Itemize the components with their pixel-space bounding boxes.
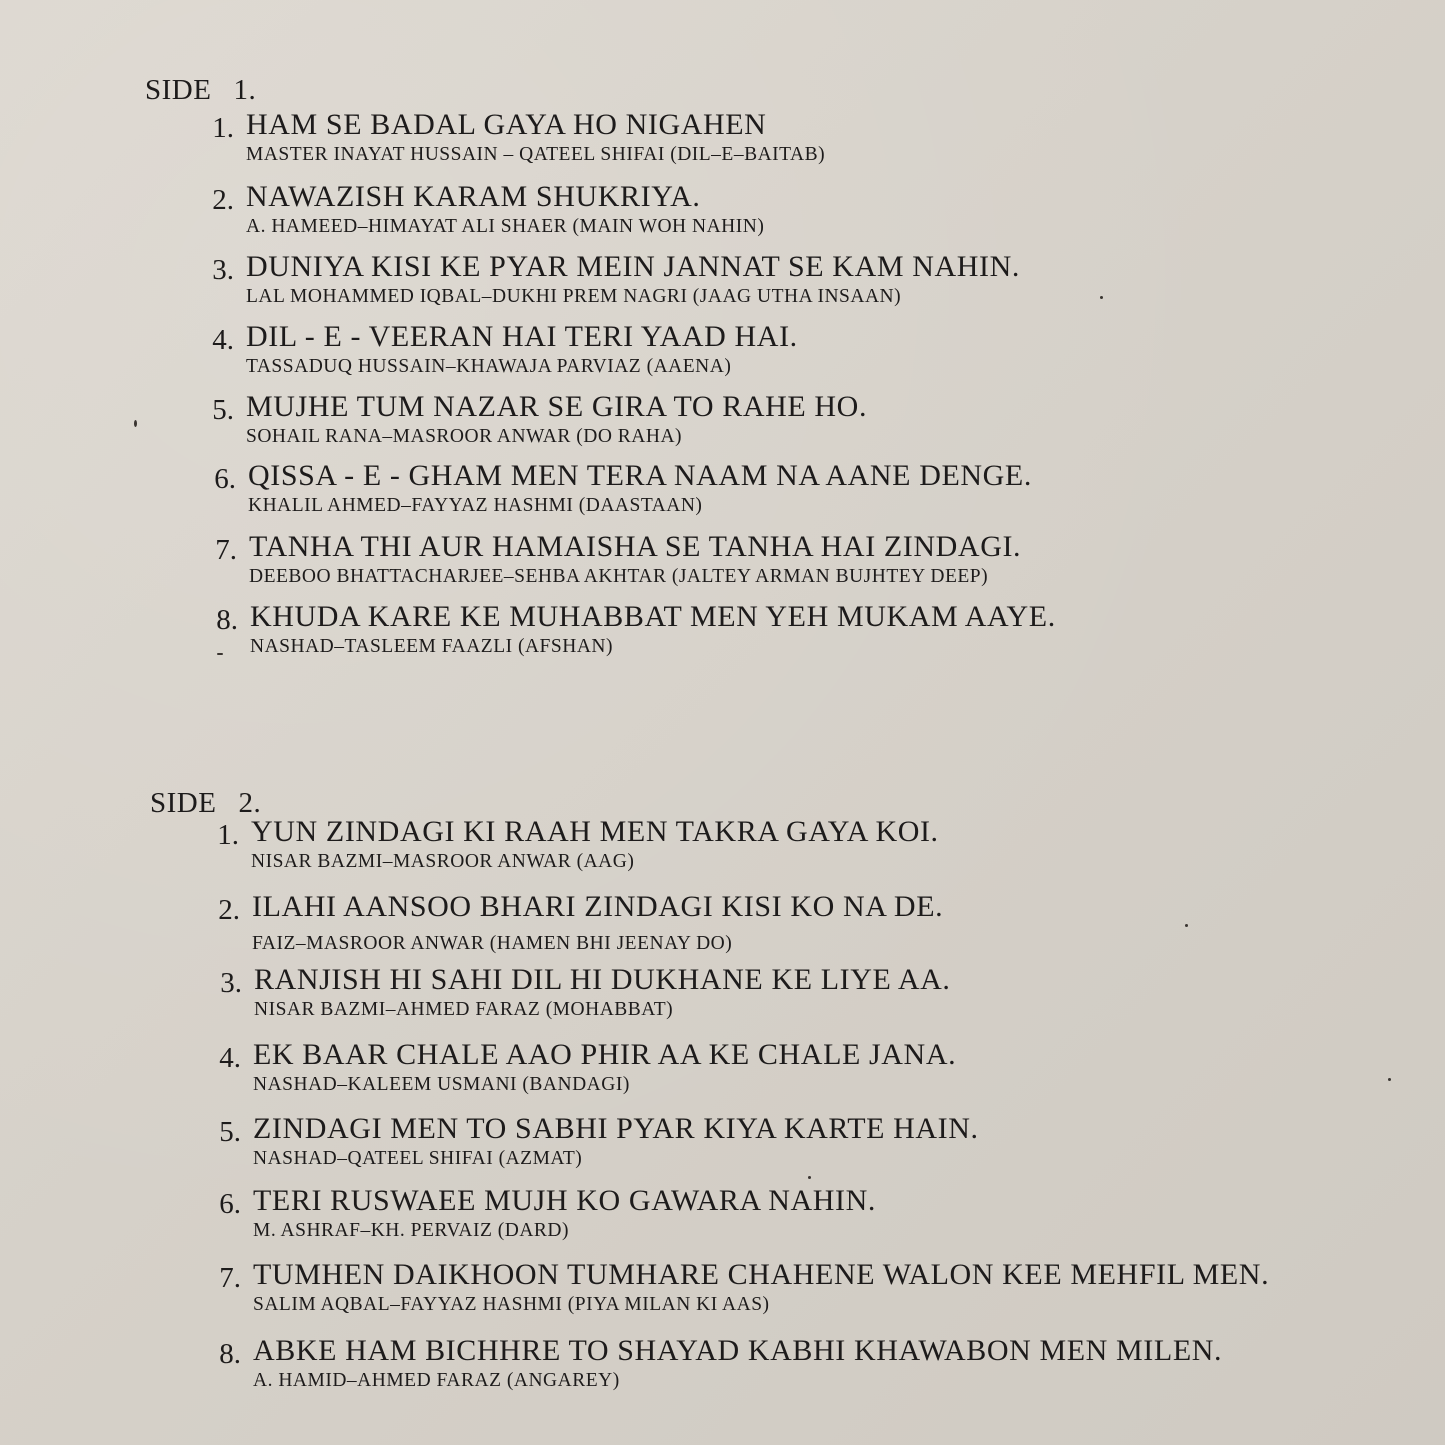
track-number: 7.: [219, 1262, 241, 1294]
track-title: EK BAAR CHALE AAO PHIR AA KE CHALE JANA.: [253, 1038, 957, 1071]
track-credit: NASHAD–KALEEM USMANI (BANDAGI): [253, 1074, 630, 1095]
track-side1-8: [216, 600, 1056, 659]
track-number: 3.: [220, 967, 242, 999]
track-title: ABKE HAM BICHHRE TO SHAYAD KABHI KHAWABON MEN MILEN.: [253, 1334, 1223, 1367]
track-number: 2.: [218, 894, 240, 926]
track-credit: NISAR BAZMI–AHMED FARAZ (MOHABBAT): [254, 999, 674, 1020]
track-credit: NISAR BAZMI–MASROOR ANWAR (AAG): [251, 851, 635, 872]
track-side2-6: [219, 1184, 876, 1243]
track-number: 1.: [212, 112, 234, 144]
track-title: KHUDA KARE KE MUHABBAT MEN YEH MUKAM AAYE.: [250, 600, 1056, 633]
paper-speck: [134, 420, 137, 427]
side-1-heading: [145, 74, 256, 107]
side-number: 2.: [238, 787, 262, 819]
track-credit: NASHAD–QATEEL SHIFAI (AZMAT): [253, 1148, 583, 1169]
track-side1-5: [212, 390, 868, 449]
track-title: NAWAZISH KARAM SHUKRIYA.: [246, 180, 701, 213]
track-title: ZINDAGI MEN TO SABHI PYAR KIYA KARTE HAIN.: [253, 1112, 979, 1145]
track-number: 4.: [219, 1042, 241, 1074]
paper-speck: [217, 653, 223, 655]
track-title: HAM SE BADAL GAYA HO NIGAHEN: [246, 108, 767, 141]
side-label: SIDE: [150, 787, 217, 819]
track-side2-3: [220, 963, 951, 1022]
side-label: SIDE: [145, 74, 212, 106]
track-credit: FAIZ–MASROOR ANWAR (HAMEN BHI JEENAY DO): [252, 933, 733, 954]
track-credit: M. ASHRAF–KH. PERVAIZ (DARD): [253, 1220, 569, 1241]
track-side2-1: [217, 815, 939, 874]
track-side2-5: [219, 1112, 979, 1171]
track-number: 8.: [216, 604, 238, 636]
track-credit: SOHAIL RANA–MASROOR ANWAR (DO RAHA): [246, 426, 683, 447]
track-number: 8.: [219, 1338, 241, 1370]
track-side1-7: [215, 530, 1022, 589]
track-side1-1: [212, 108, 826, 167]
paper-speck: [808, 1176, 811, 1179]
paper-speck: [1388, 1078, 1391, 1081]
track-number: 7.: [215, 534, 237, 566]
track-number: 1.: [217, 819, 239, 851]
track-credit: TASSADUQ HUSSAIN–KHAWAJA PARVIAZ (AAENA): [246, 356, 732, 377]
track-number: 4.: [212, 324, 234, 356]
track-title: MUJHE TUM NAZAR SE GIRA TO RAHE HO.: [246, 390, 868, 423]
paper-speck: [1185, 924, 1188, 927]
track-side2-8: [219, 1334, 1223, 1393]
track-side1-3: [212, 250, 1020, 309]
track-number: 2.: [212, 184, 234, 216]
track-credit: LAL MOHAMMED IQBAL–DUKHI PREM NAGRI (JAAG UTHA INSAAN): [246, 286, 902, 307]
track-title: QISSA - E - GHAM MEN TERA NAAM NA AANE DENGE.: [248, 459, 1032, 492]
track-side2-4: [219, 1038, 957, 1097]
track-number: 6.: [219, 1188, 241, 1220]
track-title: ILAHI AANSOO BHARI ZINDAGI KISI KO NA DE.: [252, 890, 944, 923]
side-2-heading: [150, 787, 261, 820]
track-title: TERI RUSWAEE MUJH KO GAWARA NAHIN.: [253, 1184, 876, 1217]
track-title: TUMHEN DAIKHOON TUMHARE CHAHENE WALON KEE MEHFIL MEN.: [253, 1258, 1270, 1291]
track-credit: SALIM AQBAL–FAYYAZ HASHMI (PIYA MILAN KI AAS): [253, 1294, 770, 1315]
track-side1-4: [212, 320, 798, 379]
track-title: TANHA THI AUR HAMAISHA SE TANHA HAI ZINDAGI.: [249, 530, 1022, 563]
paper-speck: [1100, 296, 1103, 299]
track-number: 5.: [219, 1116, 241, 1148]
track-title: YUN ZINDAGI KI RAAH MEN TAKRA GAYA KOI.: [251, 815, 939, 848]
track-number: 5.: [212, 394, 234, 426]
track-side1-2: [212, 180, 765, 239]
track-side2-2: [218, 890, 944, 956]
track-title: RANJISH HI SAHI DIL HI DUKHANE KE LIYE AA.: [254, 963, 951, 996]
track-title: DUNIYA KISI KE PYAR MEIN JANNAT SE KAM NAHIN.: [246, 250, 1020, 283]
track-credit: A. HAMEED–HIMAYAT ALI SHAER (MAIN WOH NAHIN): [246, 216, 765, 237]
track-title: DIL - E - VEERAN HAI TERI YAAD HAI.: [246, 320, 798, 353]
track-side2-7: [219, 1258, 1270, 1317]
track-number: 6.: [214, 463, 236, 495]
track-credit: MASTER INAYAT HUSSAIN – QATEEL SHIFAI (DIL–E–BAITAB): [246, 144, 826, 165]
track-credit: KHALIL AHMED–FAYYAZ HASHMI (DAASTAAN): [248, 495, 703, 516]
track-credit: DEEBOO BHATTACHARJEE–SEHBA AKHTAR (JALTEY ARMAN BUJHTEY DEEP): [249, 566, 989, 587]
track-credit: NASHAD–TASLEEM FAAZLI (AFSHAN): [250, 636, 613, 657]
side-number: 1.: [233, 74, 257, 106]
track-credit: A. HAMID–AHMED FARAZ (ANGAREY): [253, 1370, 620, 1391]
track-number: 3.: [212, 254, 234, 286]
track-side1-6: [214, 459, 1032, 518]
